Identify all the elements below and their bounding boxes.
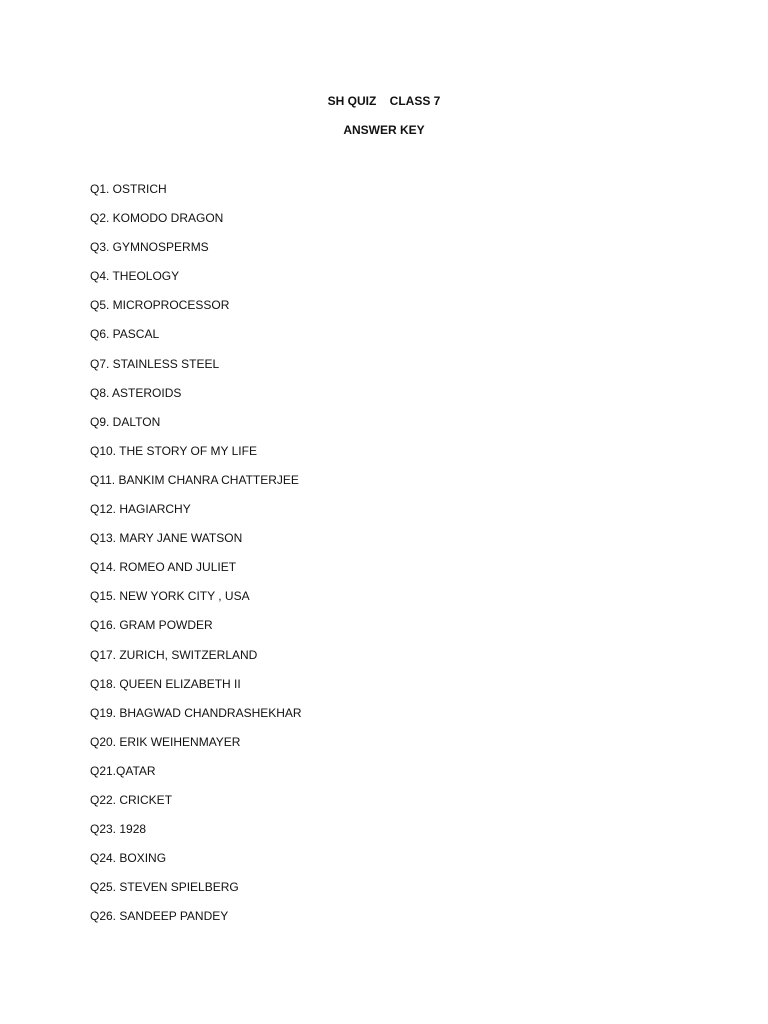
answer-item: Q13. MARY JANE WATSON bbox=[90, 531, 243, 546]
answer-item: Q8. ASTEROIDS bbox=[90, 385, 182, 400]
answer-item: Q4. THEOLOGY bbox=[90, 269, 180, 284]
answer-item: Q24. BOXING bbox=[90, 851, 167, 866]
answer-item: Q12. HAGIARCHY bbox=[90, 502, 191, 517]
answer-item: Q23. 1928 bbox=[90, 822, 147, 837]
answer-item: Q9. DALTON bbox=[90, 414, 161, 429]
answer-item: Q10. THE STORY OF MY LIFE bbox=[90, 443, 257, 458]
page-subtitle: ANSWER KEY bbox=[343, 123, 425, 137]
answer-item: Q2. KOMODO DRAGON bbox=[90, 211, 224, 226]
answer-item: Q14. ROMEO AND JULIET bbox=[90, 560, 237, 575]
answer-list bbox=[90, 181, 302, 937]
answer-item: Q6. PASCAL bbox=[90, 327, 160, 342]
answer-item: Q21.QATAR bbox=[90, 763, 156, 778]
answer-item: Q5. MICROPROCESSOR bbox=[90, 298, 230, 313]
answer-item: Q16. GRAM POWDER bbox=[90, 618, 213, 633]
answer-item: Q20. ERIK WEIHENMAYER bbox=[90, 734, 241, 749]
answer-item: Q11. BANKIM CHANRA CHATTERJEE bbox=[90, 472, 299, 487]
page-title: SH QUIZ CLASS 7 bbox=[327, 94, 441, 108]
answer-item: Q7. STAINLESS STEEL bbox=[90, 356, 220, 371]
answer-item: Q19. BHAGWAD CHANDRASHEKHAR bbox=[90, 705, 302, 720]
answer-item: Q26. SANDEEP PANDEY bbox=[90, 909, 229, 924]
answer-item: Q25. STEVEN SPIELBERG bbox=[90, 880, 239, 895]
answer-item: Q15. NEW YORK CITY , USA bbox=[90, 589, 250, 604]
answer-item: Q22. CRICKET bbox=[90, 792, 173, 807]
answer-item: Q1. OSTRICH bbox=[90, 182, 167, 196]
answer-item: Q3. GYMNOSPERMS bbox=[90, 240, 209, 255]
answer-item: Q18. QUEEN ELIZABETH II bbox=[90, 676, 241, 691]
answer-item: Q17. ZURICH, SWITZERLAND bbox=[90, 647, 258, 662]
